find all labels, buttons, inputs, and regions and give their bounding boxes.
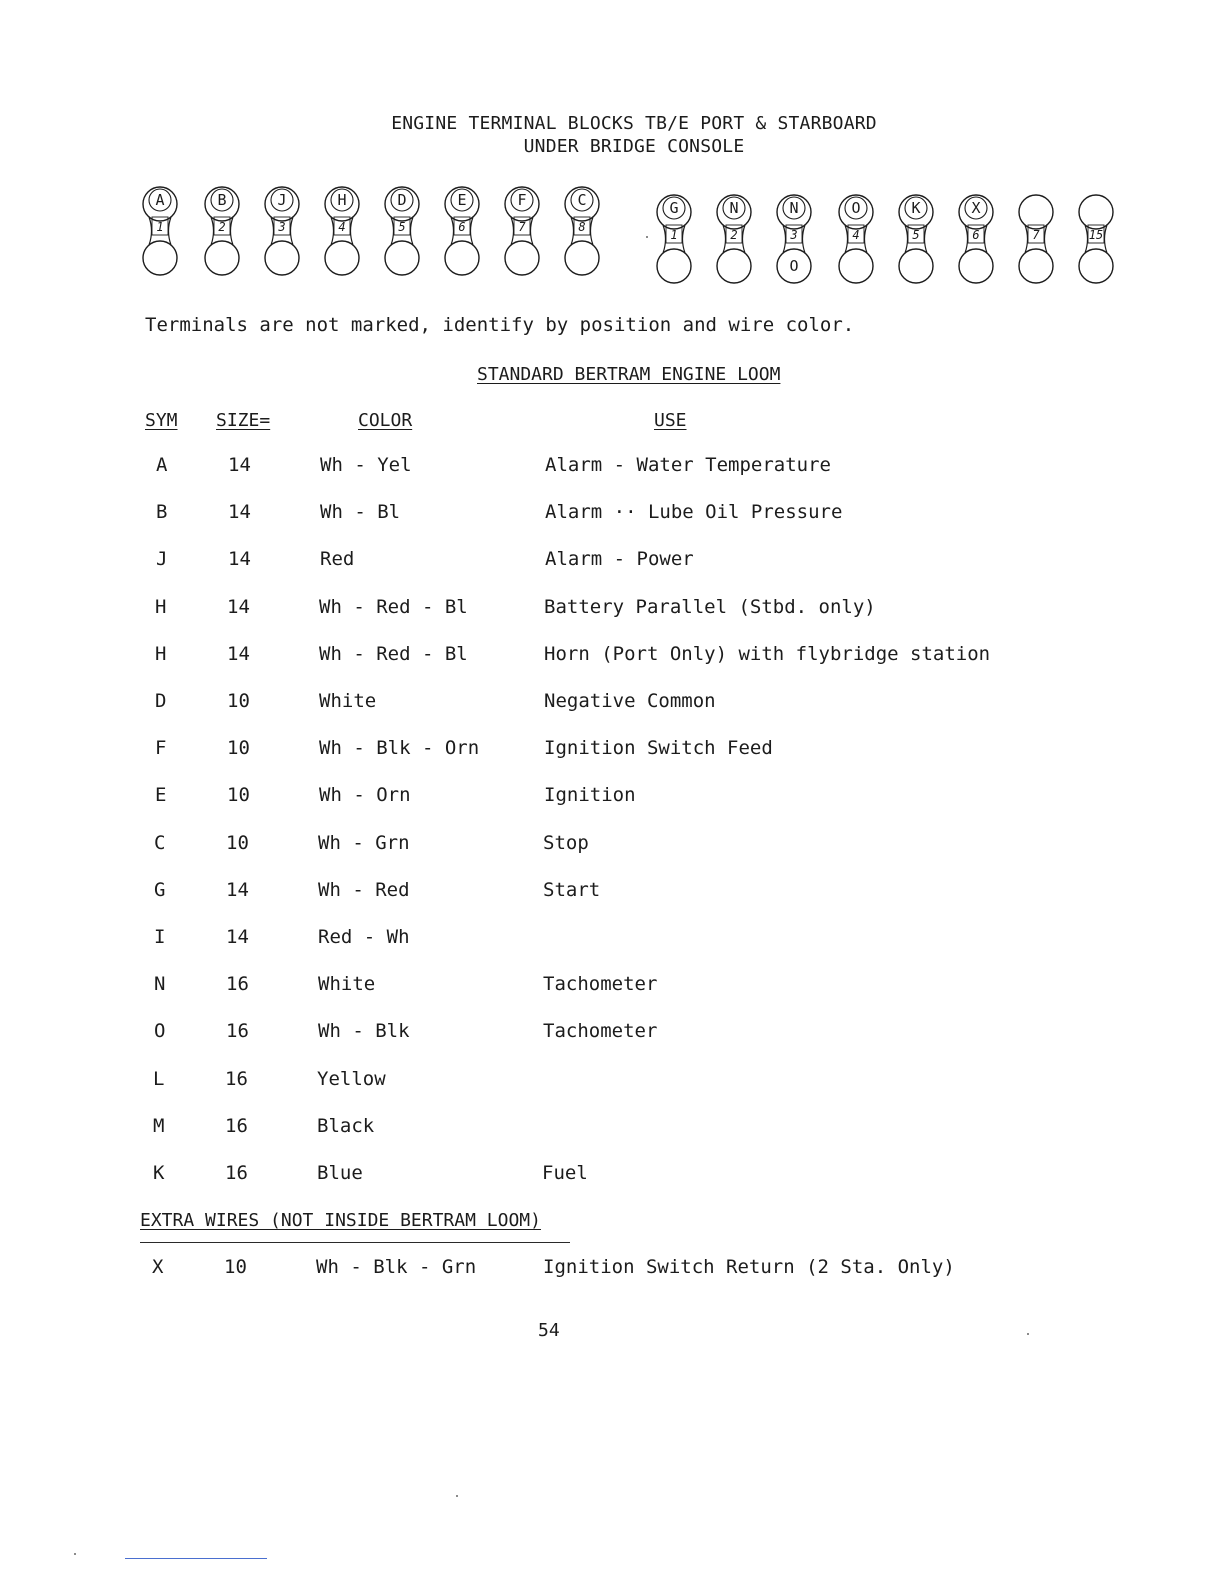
column-header-size: SIZE= — [216, 410, 271, 431]
terminal-link — [1105, 225, 1108, 253]
extra-wires-title: EXTRA WIRES (NOT INSIDE BERTRAM LOOM) — [140, 1210, 541, 1231]
row-sym: O — [154, 1020, 166, 1042]
terminal-link — [925, 225, 928, 253]
terminal-link — [803, 225, 806, 253]
terminal-link — [451, 217, 454, 245]
terminal-bottom-circle — [205, 241, 239, 275]
terminal-post — [959, 195, 993, 283]
terminal-number: 6 — [972, 228, 980, 242]
terminal-top-label: N — [729, 199, 739, 217]
row-color: Wh - Orn — [319, 784, 411, 806]
row-use: Negative Common — [544, 690, 716, 712]
row-size: 14 — [227, 643, 250, 665]
terminal-post — [839, 195, 873, 283]
terminal-number: 15 — [1088, 228, 1104, 242]
column-header-use: USE — [654, 410, 687, 431]
row-size: 14 — [228, 501, 251, 523]
terminal-bottom-circle — [385, 241, 419, 275]
doc-title-line1: ENGINE TERMINAL BLOCKS TB/E PORT & STARBOARD — [391, 113, 877, 134]
row-size: 16 — [225, 1162, 248, 1184]
terminal-number: 3 — [790, 228, 798, 242]
terminal-top-label: J — [277, 191, 287, 209]
terminal-top-circle — [1019, 195, 1053, 229]
terminal-post — [265, 187, 299, 275]
row-sym: H — [155, 596, 167, 618]
row-use: Ignition Switch Feed — [544, 737, 773, 759]
terminal-link — [291, 217, 294, 245]
row-use: Alarm - Power — [545, 548, 694, 570]
scan-speck — [74, 1553, 76, 1555]
row-size: 14 — [226, 926, 249, 948]
terminal-number: 2 — [730, 228, 738, 242]
terminal-bottom-circle — [143, 241, 177, 275]
row-size: 10 — [226, 832, 249, 854]
scan-speck — [456, 1495, 458, 1497]
terminal-number: 7 — [518, 220, 526, 234]
terminal-link — [571, 217, 574, 245]
row-use: Ignition — [544, 784, 636, 806]
terminal-post — [1079, 195, 1113, 283]
terminals-note: Terminals are not marked, identify by position and wire color. — [145, 314, 855, 336]
row-sym: N — [154, 973, 166, 995]
row-use: Alarm - Water Temperature — [545, 454, 831, 476]
terminal-post — [717, 195, 751, 283]
terminal-post — [385, 187, 419, 275]
terminal-blocks-svg — [140, 180, 1130, 290]
terminal-top-label: G — [669, 199, 679, 217]
terminal-post — [325, 187, 359, 275]
row-sym: B — [156, 501, 168, 523]
terminal-link — [391, 217, 394, 245]
terminal-link — [663, 225, 666, 253]
row-color: Red — [320, 548, 355, 570]
terminal-link — [411, 217, 414, 245]
row-color: White — [318, 973, 376, 995]
terminal-bottom-circle — [1079, 249, 1113, 283]
row-size: 14 — [228, 548, 251, 570]
terminal-post — [565, 187, 599, 275]
row-color: Wh - Grn — [318, 832, 410, 854]
row-use: Fuel — [542, 1162, 588, 1184]
extra-wires-rule — [140, 1242, 570, 1243]
terminal-number: 7 — [1032, 228, 1040, 242]
terminal-top-label: D — [397, 191, 407, 209]
terminal-link — [351, 217, 354, 245]
terminal-bottom-circle — [505, 241, 539, 275]
column-header-color: COLOR — [358, 410, 413, 431]
row-color: Wh - Yel — [320, 454, 412, 476]
terminal-link — [169, 217, 172, 245]
extra-row-use: Ignition Switch Return (2 Sta. Only) — [543, 1256, 955, 1278]
terminal-link — [331, 217, 334, 245]
terminal-number: 4 — [338, 220, 346, 234]
terminal-link — [231, 217, 234, 245]
terminal-link — [1025, 225, 1028, 253]
extra-row-size: 10 — [224, 1256, 247, 1278]
terminal-post — [657, 195, 691, 283]
row-sym: G — [154, 879, 166, 901]
terminal-top-circle — [1079, 195, 1113, 229]
terminal-bottom-circle — [839, 249, 873, 283]
row-sym: H — [155, 643, 167, 665]
row-sym: E — [155, 784, 167, 806]
terminal-bottom-circle — [325, 241, 359, 275]
row-sym: A — [156, 454, 168, 476]
row-sym: M — [153, 1115, 165, 1137]
terminal-post — [505, 187, 539, 275]
terminal-number: 1 — [156, 220, 164, 234]
terminal-top-label: B — [217, 191, 227, 209]
terminal-link — [985, 225, 988, 253]
row-color: Wh - Blk - Orn — [319, 737, 480, 759]
terminal-bottom-circle — [445, 241, 479, 275]
terminal-link — [271, 217, 274, 245]
terminal-top-label: N — [789, 199, 799, 217]
row-use: Stop — [543, 832, 589, 854]
row-color: Wh - Blk — [318, 1020, 410, 1042]
terminal-top-label: E — [457, 191, 467, 209]
terminal-number: 4 — [852, 228, 860, 242]
row-size: 16 — [226, 973, 249, 995]
terminal-link — [845, 225, 848, 253]
row-sym: L — [153, 1068, 165, 1090]
terminal-link — [723, 225, 726, 253]
row-use: Tachometer — [543, 1020, 658, 1042]
row-color: Wh - Red - Bl — [319, 596, 468, 618]
terminal-link — [865, 225, 868, 253]
row-use: Tachometer — [543, 973, 658, 995]
terminal-bottom-circle — [899, 249, 933, 283]
terminal-link — [471, 217, 474, 245]
row-sym: C — [154, 832, 166, 854]
row-size: 16 — [225, 1115, 248, 1137]
row-color: Wh - Red - Bl — [319, 643, 468, 665]
extra-row-sym: X — [152, 1256, 164, 1278]
row-color: Black — [317, 1115, 375, 1137]
section-title: STANDARD BERTRAM ENGINE LOOM — [477, 364, 781, 385]
row-sym: K — [153, 1162, 165, 1184]
terminal-post — [1019, 195, 1053, 283]
terminal-top-label: F — [517, 191, 527, 209]
terminal-link — [591, 217, 594, 245]
row-use: Alarm ·· Lube Oil Pressure — [545, 501, 843, 523]
terminal-top-label: H — [337, 191, 347, 209]
terminal-link — [783, 225, 786, 253]
row-sym: D — [155, 690, 167, 712]
page-number: 54 — [538, 1320, 560, 1341]
scan-speck — [646, 236, 648, 238]
terminal-post — [143, 187, 177, 275]
terminal-top-label: K — [911, 199, 921, 217]
terminal-bottom-circle — [265, 241, 299, 275]
terminal-number: 5 — [912, 228, 920, 242]
terminal-link — [743, 225, 746, 253]
terminal-link — [211, 217, 214, 245]
row-color: Blue — [317, 1162, 363, 1184]
row-sym: J — [156, 548, 168, 570]
terminal-number: 2 — [218, 220, 226, 234]
row-use: Battery Parallel (Stbd. only) — [544, 596, 876, 618]
terminal-top-label: O — [851, 199, 861, 217]
terminal-link — [1045, 225, 1048, 253]
row-color: Red - Wh — [318, 926, 410, 948]
row-size: 14 — [227, 596, 250, 618]
row-size: 14 — [226, 879, 249, 901]
terminal-number: 8 — [578, 220, 586, 234]
scan-mark-line — [125, 1558, 267, 1559]
row-color: Wh - Bl — [320, 501, 401, 523]
row-size: 16 — [225, 1068, 248, 1090]
terminal-post — [205, 187, 239, 275]
terminal-post — [445, 187, 479, 275]
row-size: 16 — [226, 1020, 249, 1042]
row-size: 10 — [227, 690, 250, 712]
terminal-blocks-diagram — [140, 180, 1130, 290]
terminal-top-label: A — [155, 191, 165, 209]
extra-row-color: Wh - Blk - Grn — [316, 1256, 477, 1278]
terminal-number: 3 — [278, 220, 286, 234]
terminal-bottom-label: O — [789, 257, 799, 275]
row-sym: F — [155, 737, 167, 759]
terminal-post — [899, 195, 933, 283]
terminal-link — [149, 217, 152, 245]
row-size: 10 — [227, 737, 250, 759]
doc-title-line2: UNDER BRIDGE CONSOLE — [523, 136, 745, 157]
terminal-link — [965, 225, 968, 253]
terminal-link — [905, 225, 908, 253]
row-size: 10 — [227, 784, 250, 806]
row-color: Yellow — [317, 1068, 386, 1090]
terminal-bottom-circle — [1019, 249, 1053, 283]
terminal-link — [1085, 225, 1088, 253]
row-use: Start — [543, 879, 601, 901]
terminal-link — [511, 217, 514, 245]
terminal-post — [777, 195, 811, 283]
terminal-number: 1 — [670, 228, 678, 242]
terminal-link — [531, 217, 534, 245]
terminal-bottom-circle — [565, 241, 599, 275]
terminal-top-label: C — [577, 191, 587, 209]
terminal-link — [683, 225, 686, 253]
row-color: White — [319, 690, 377, 712]
terminal-number: 5 — [398, 220, 406, 234]
row-size: 14 — [228, 454, 251, 476]
row-sym: I — [154, 926, 166, 948]
row-color: Wh - Red — [318, 879, 410, 901]
terminal-top-label: X — [971, 199, 981, 217]
terminal-bottom-circle — [657, 249, 691, 283]
column-header-sym: SYM — [145, 410, 178, 431]
terminal-bottom-circle — [717, 249, 751, 283]
row-use: Horn (Port Only) with flybridge station — [544, 643, 991, 665]
terminal-bottom-circle — [959, 249, 993, 283]
terminal-number: 6 — [458, 220, 466, 234]
scan-speck — [1027, 1333, 1029, 1335]
